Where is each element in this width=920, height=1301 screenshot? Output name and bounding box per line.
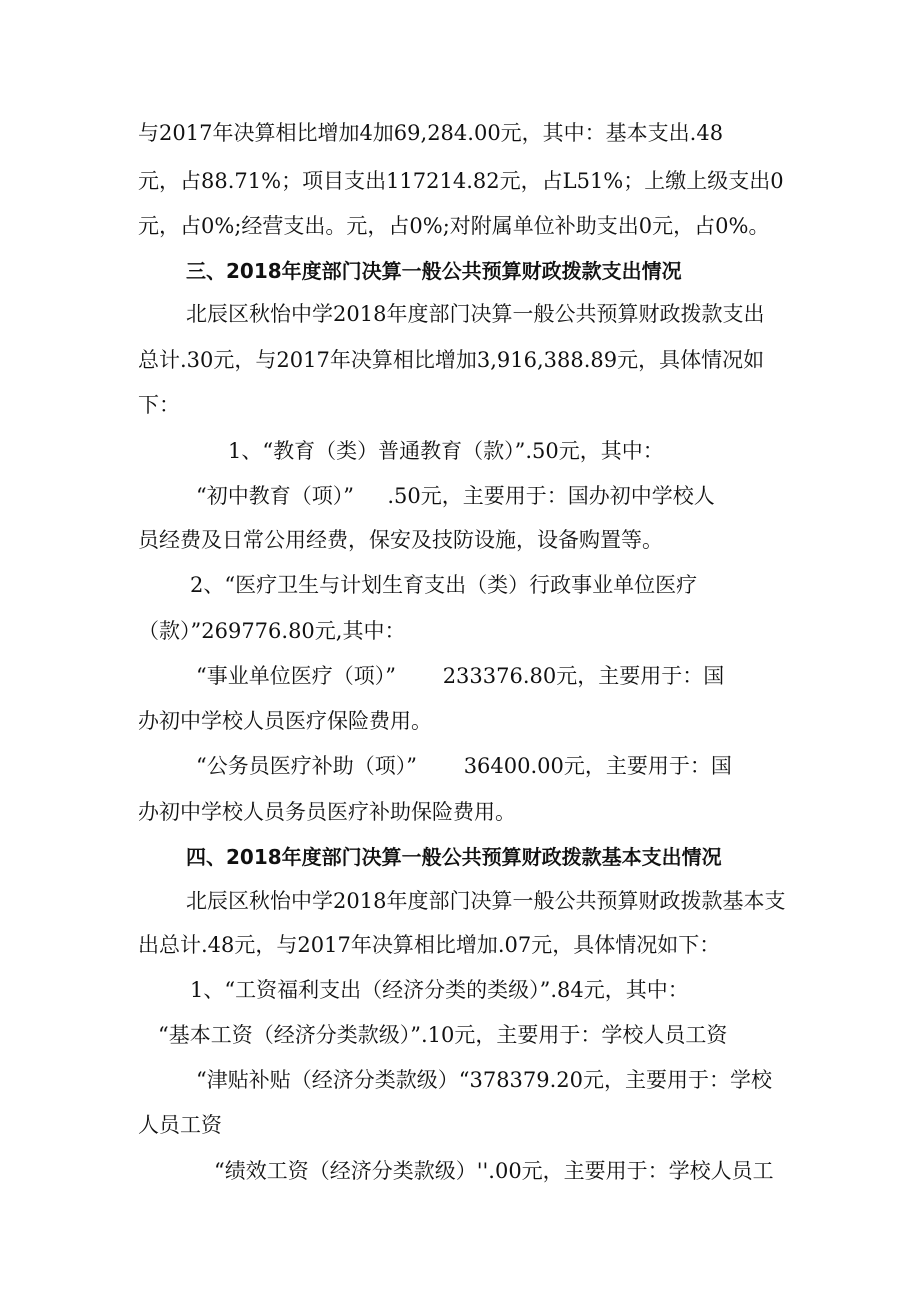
paragraph-line: 下：: [138, 393, 180, 417]
paragraph-line: 元，占88.71%；项目支出117214.82元，占L51%；上缴上级支出0: [138, 169, 784, 193]
paragraph-line: “事业单位医疗（项）” 233376.80元，主要用于：国: [196, 664, 725, 688]
paragraph-line: 总计.30元，与2017年决算相比增加3,916,388.89元，具体情况如: [138, 348, 765, 372]
paragraph-line: “津贴补贴（经济分类款级）“378379.20元，主要用于：学校: [196, 1068, 773, 1092]
paragraph-line: 与2017年决算相比增加4加69,284.00元，其中：基本支出.48: [138, 121, 724, 145]
paragraph-line: “绩效工资（经济分类款级）''.00元，主要用于：学校人员工: [214, 1159, 774, 1183]
paragraph-line: 员经费及日常公用经费，保安及技防设施，设备购置等。: [138, 528, 663, 552]
paragraph-line: 北辰区秋怡中学2018年度部门决算一般公共预算财政拨款支出: [186, 302, 765, 326]
paragraph-line: 出总计.48元，与2017年决算相比增加.07元，具体情况如下：: [138, 933, 721, 957]
section-heading: 三、2018年度部门决算一般公共预算财政拨款支出情况: [186, 259, 682, 283]
list-item: 2、“医疗卫生与计划生育支出（类）行政事业单位医疗: [190, 573, 698, 597]
paragraph-line: “基本工资（经济分类款级）”.10元，主要用于：学校人员工资: [158, 1023, 728, 1047]
paragraph-line: “初中教育（项）” .50元，主要用于：国办初中学校人: [196, 484, 715, 508]
paragraph-line: 办初中学校人员医疗保险费用。: [138, 709, 432, 733]
paragraph-line: 办初中学校人员务员医疗补助保险费用。: [138, 800, 516, 824]
paragraph-line: “公务员医疗补助（项）” 36400.00元，主要用于：国: [196, 754, 732, 778]
section-heading: 四、2018年度部门决算一般公共预算财政拨款基本支出情况: [186, 845, 722, 869]
paragraph-line: 北辰区秋怡中学2018年度部门决算一般公共预算财政拨款基本支: [186, 889, 786, 913]
list-item: 1、“工资福利支出（经济分类的类级）”.84元，其中：: [190, 978, 689, 1002]
paragraph-line: 人员工资: [138, 1113, 222, 1137]
paragraph-line: 元，占0%;经营支出。元，占0%;对附属单位补助支出0元，占0%。: [138, 214, 770, 238]
paragraph-line: （款）”269776.80元,其中：: [138, 619, 406, 643]
list-item: 1、“教育（类）普通教育（款）”.50元，其中：: [228, 439, 664, 463]
